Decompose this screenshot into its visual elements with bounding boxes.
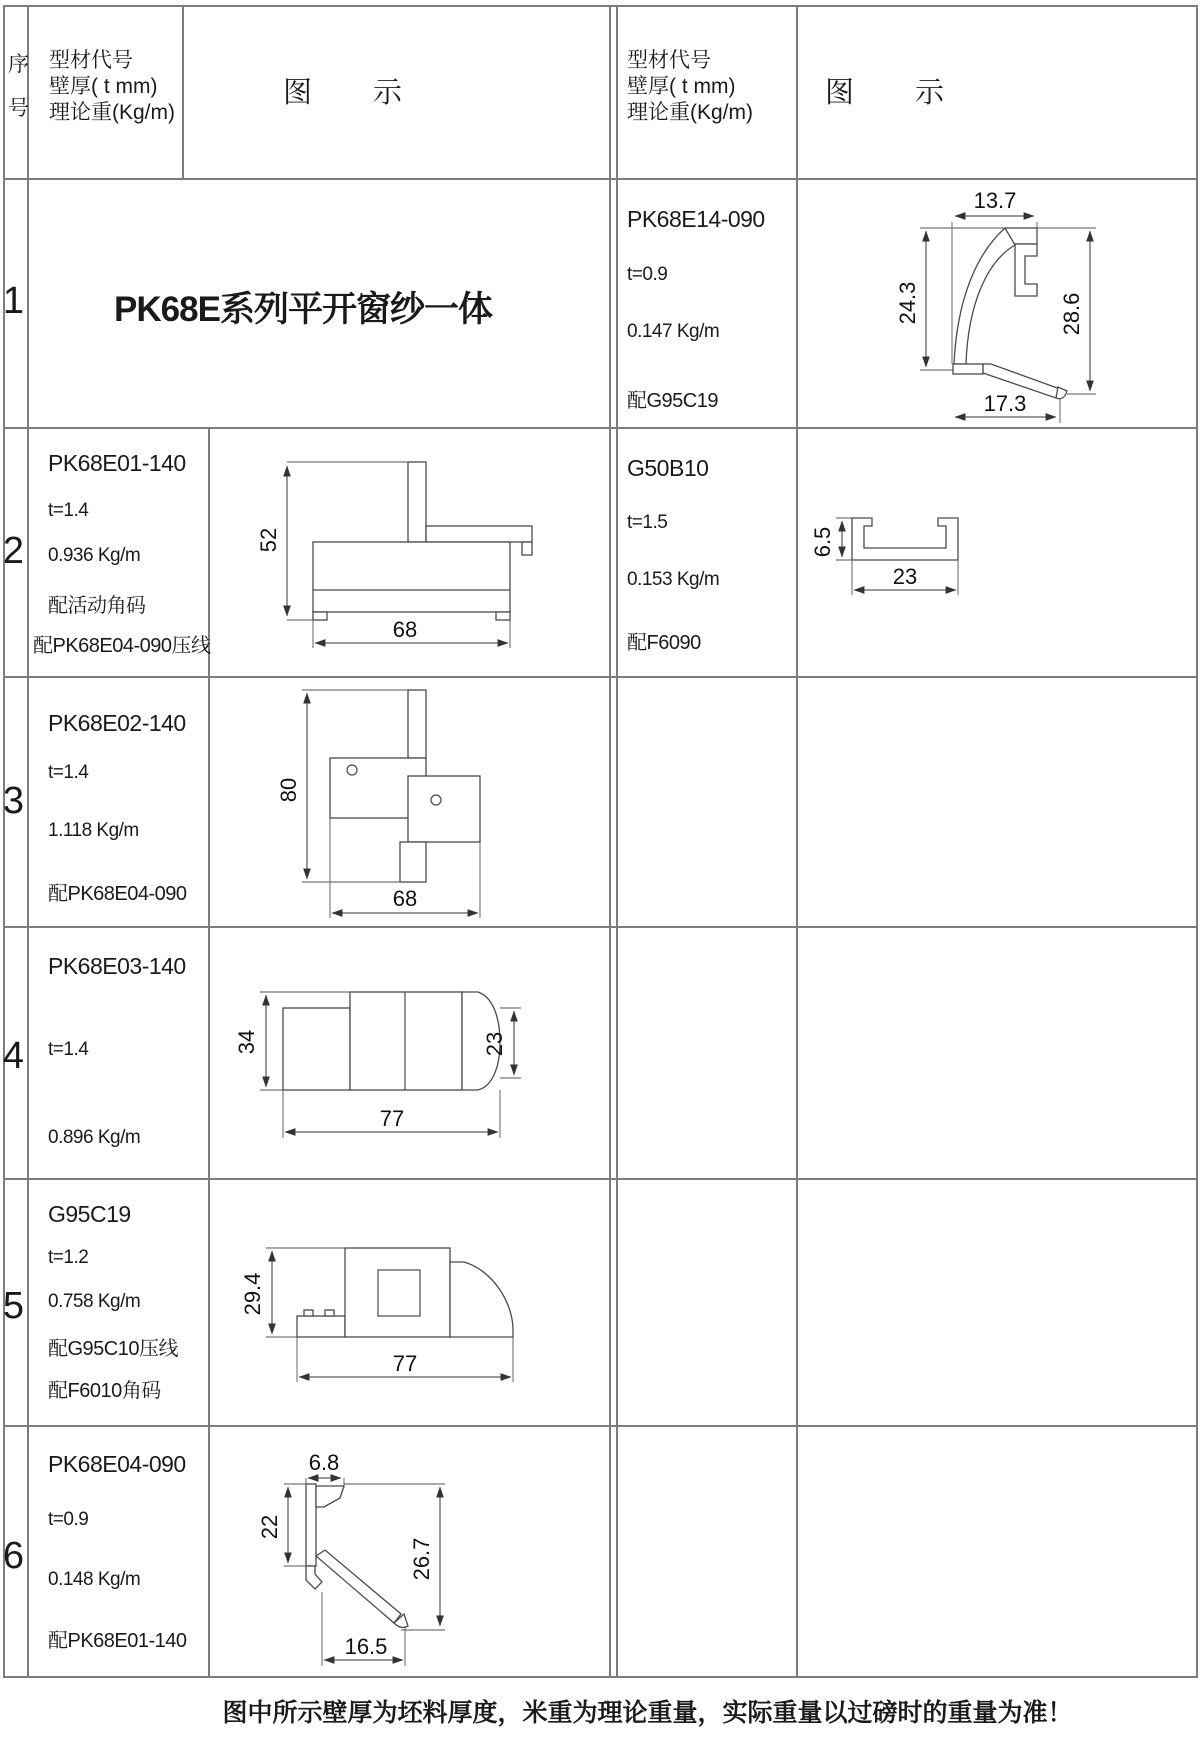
match-note: 配G95C10压线: [48, 1338, 178, 1360]
profile-code: PK68E02-140: [48, 710, 186, 736]
profile-code: PK68E14-090: [627, 206, 765, 232]
unit-weight: 0.936 Kg/m: [48, 545, 141, 566]
right-spec-header-1: 型材代号: [627, 49, 711, 72]
unit-weight: 0.758 Kg/m: [48, 1291, 141, 1312]
diagram-pk68e04-090: [257, 1450, 445, 1666]
match-note: 配F6010角码: [48, 1380, 161, 1402]
seq-header-line1: 序: [8, 53, 29, 76]
dim-label-height: 34: [234, 1029, 259, 1055]
dim-label-left: 22: [257, 1514, 282, 1540]
wall-thickness: t=1.4: [48, 1039, 89, 1060]
seq-number-1: 1: [2, 280, 25, 322]
dim-label-bottom: 23: [892, 564, 918, 589]
dim-label-bottom: 16.5: [344, 1634, 388, 1659]
dim-label-top: 13.7: [973, 188, 1017, 213]
match-note: 配PK68E01-140: [48, 1630, 187, 1652]
right-spec-header-3: 理论重(Kg/m): [627, 101, 753, 124]
right-spec-header-2: 壁厚( t mm): [627, 75, 736, 98]
diagram-g95c19: [240, 1248, 513, 1382]
wall-thickness: t=0.9: [627, 264, 668, 285]
dim-label-height: 52: [256, 527, 281, 553]
profile-code: G95C19: [48, 1201, 131, 1227]
seq-number-3: 3: [2, 780, 25, 822]
wall-thickness: t=1.2: [48, 1247, 89, 1268]
left-spec-header-1: 型材代号: [49, 49, 133, 72]
right-diagram-header: 图 示: [824, 77, 945, 109]
left-diagram-header: 图 示: [282, 77, 403, 109]
match-note: 配PK68E04-090: [48, 883, 187, 905]
match-note: 配F6090: [627, 632, 701, 654]
wall-thickness: t=0.9: [48, 1509, 89, 1530]
seq-header-line2: 号: [8, 97, 29, 120]
unit-weight: 0.148 Kg/m: [48, 1569, 141, 1590]
profile-code: G50B10: [627, 455, 709, 481]
seq-number-4: 4: [2, 1035, 25, 1077]
seq-number-2: 2: [2, 530, 25, 572]
profile-code: PK68E01-140: [48, 450, 186, 476]
match-note: 配活动角码: [48, 595, 146, 617]
dim-label-width: 68: [392, 886, 418, 911]
dim-label-width: 77: [379, 1106, 405, 1131]
footer-note: 图中所示壁厚为坯料厚度，米重为理论重量，实际重量以过磅时的重量为准！: [222, 1699, 1073, 1727]
unit-weight: 0.153 Kg/m: [627, 569, 720, 590]
dim-label-height: 80: [276, 777, 301, 803]
seq-number-5: 5: [2, 1285, 25, 1327]
left-spec-header-3: 理论重(Kg/m): [49, 101, 175, 124]
left-spec-header-2: 壁厚( t mm): [49, 75, 158, 98]
wall-thickness: t=1.5: [627, 512, 668, 533]
profile-code: PK68E04-090: [48, 1451, 186, 1477]
wall-thickness: t=1.4: [48, 500, 89, 521]
unit-weight: 0.147 Kg/m: [627, 321, 720, 342]
match-note: 配G95C19: [627, 390, 718, 412]
diagram-pk68e02-140: [276, 690, 480, 918]
diagram-pk68e01-140: [256, 462, 532, 648]
dim-label-left: 6.5: [810, 526, 835, 558]
dim-label-right: 23: [482, 1031, 507, 1057]
unit-weight: 0.896 Kg/m: [48, 1127, 141, 1148]
unit-weight: 1.118 Kg/m: [48, 820, 139, 841]
dim-label-width: 68: [392, 617, 418, 642]
match-note: 配PK68E04-090压线: [33, 635, 211, 657]
diagram-pk68e14-090: [895, 188, 1096, 423]
dim-label-width: 77: [392, 1351, 418, 1376]
wall-thickness: t=1.4: [48, 762, 89, 783]
dim-label-left: 24.3: [895, 281, 920, 325]
dim-label-height: 29.4: [240, 1272, 265, 1316]
dim-label-right: 28.6: [1059, 292, 1084, 336]
dim-label-bottom: 17.3: [983, 391, 1027, 416]
diagram-pk68e03-140: [234, 992, 521, 1138]
dim-label-top: 6.8: [308, 1450, 340, 1475]
series-title: PK68E系列平开窗纱一体: [114, 290, 492, 329]
seq-number-6: 6: [2, 1535, 25, 1577]
profile-code: PK68E03-140: [48, 953, 186, 979]
diagram-g50b10: [810, 518, 958, 595]
dim-label-right: 26.7: [409, 1537, 434, 1581]
